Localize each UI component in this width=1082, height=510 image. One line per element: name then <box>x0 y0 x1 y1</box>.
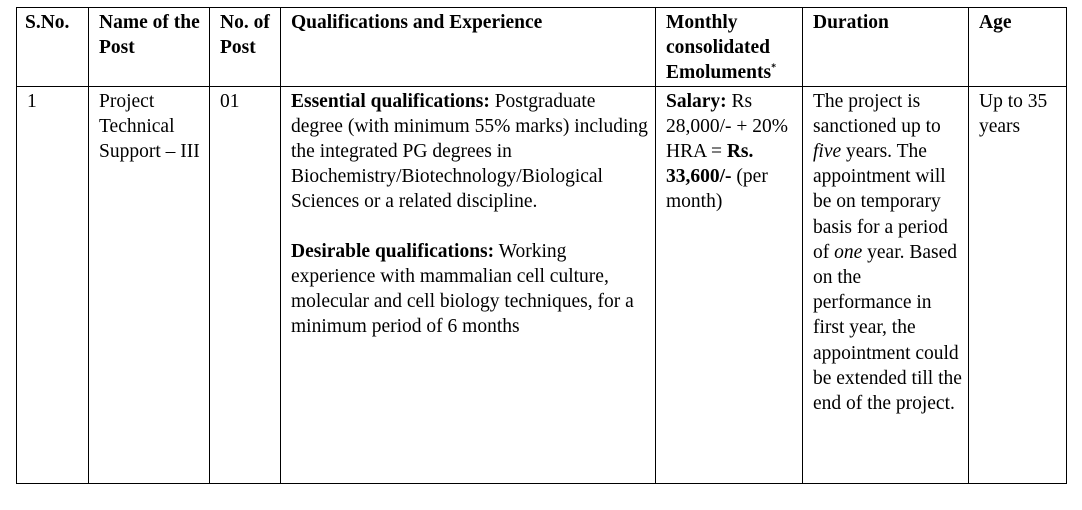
header-qualifications: Qualifications and Experience <box>281 8 656 87</box>
salary-total: Rs. 33,600/- <box>666 141 754 188</box>
salary-text: Rs 28,000/- + 20% HRA = <box>666 90 789 163</box>
desirable-label: Desirable qualifications: <box>291 240 495 262</box>
duration-part-5: year. Based on the performance in first year, the appointment could be extended till the end of the project. <box>813 241 962 415</box>
salary-label: Salary: <box>666 90 727 112</box>
cell-duration <box>803 86 969 483</box>
duration-years-five: five <box>813 141 842 163</box>
cell-post-name: Project Technical Support – III <box>89 86 210 483</box>
duration-years-one: one <box>834 241 863 263</box>
duration-part-1: The project is sanctioned up to <box>813 90 941 137</box>
cell-age: Up to 35 years <box>969 86 1067 483</box>
desirable-qualifications <box>291 239 649 340</box>
header-sno: S.No. <box>17 8 89 87</box>
recruitment-table <box>16 7 1067 484</box>
header-num-posts: No. of Post <box>210 8 281 87</box>
emoluments-footnote-mark: * <box>771 62 777 74</box>
header-age: Age <box>969 8 1067 87</box>
duration-part-3: years. The appointment will be on temporary basis for a period of <box>813 141 948 263</box>
salary-period: (per month) <box>666 166 768 213</box>
desirable-text: Working experience with mammalian cell culture, molecular and cell biology techniques, for a minimum period of 6 months <box>291 240 634 338</box>
essential-text: Postgraduate degree (with minimum 55% marks) including the integrated PG degrees in Biochemistry/Biotechnology/Biological Sciences or a related discipline. <box>291 90 648 213</box>
header-duration: Duration <box>803 8 969 87</box>
cell-qualifications <box>281 86 656 483</box>
essential-label: Essential qualifications: <box>291 90 490 112</box>
header-emoluments <box>656 8 803 87</box>
cell-emoluments <box>656 86 803 483</box>
header-post-name: Name of the Post <box>89 8 210 87</box>
header-row <box>17 8 1067 87</box>
header-emoluments-label: Monthly consolidated Emoluments <box>666 12 772 84</box>
essential-qualifications <box>291 89 649 215</box>
cell-num-posts: 01 <box>210 86 281 483</box>
table-row <box>17 86 1067 483</box>
cell-sno: 1 <box>17 86 89 483</box>
